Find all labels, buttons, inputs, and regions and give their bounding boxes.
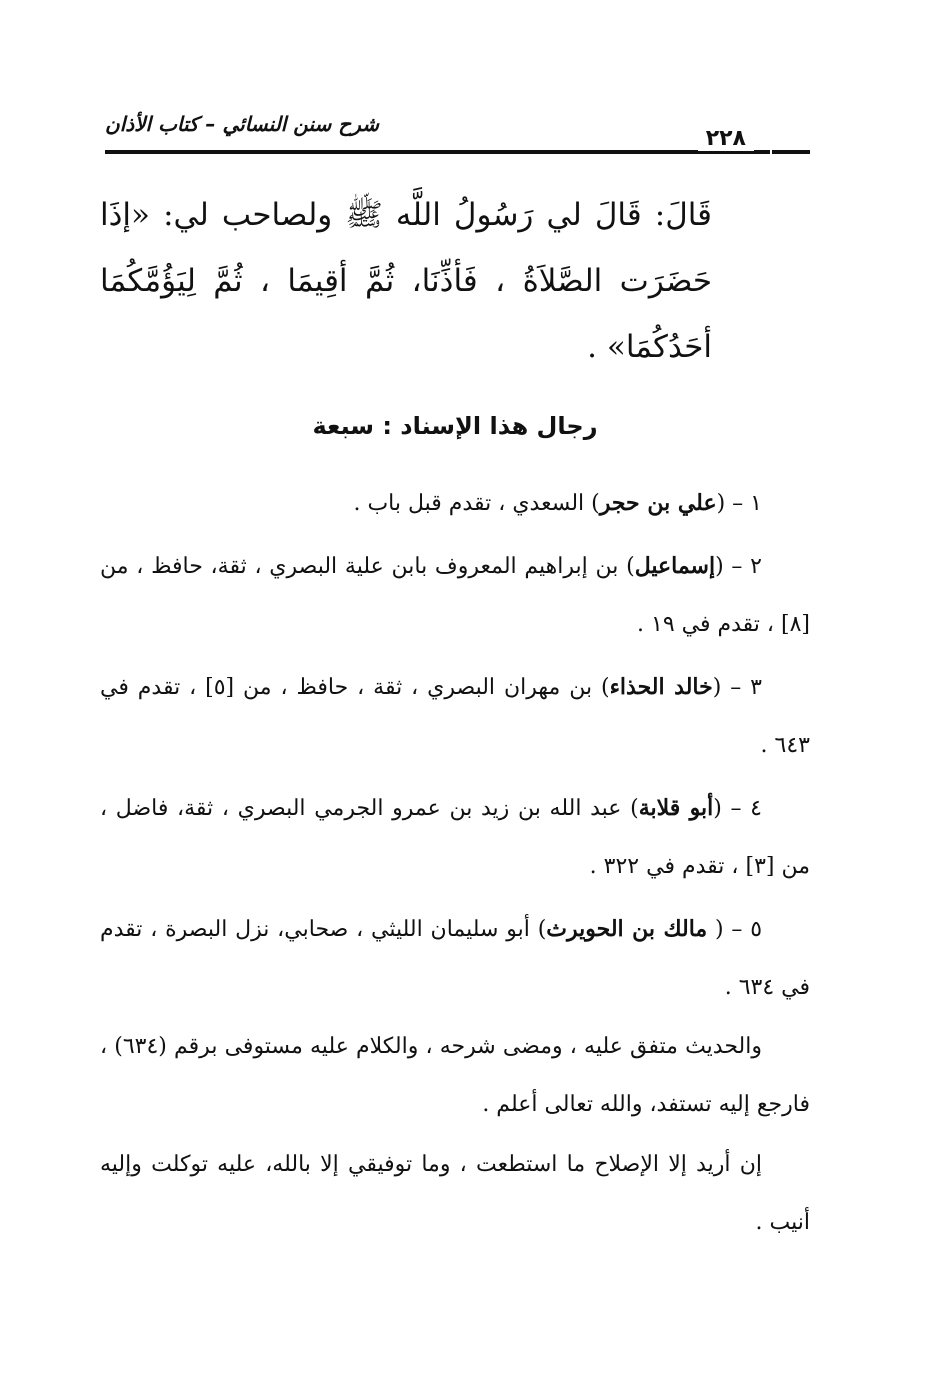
narrator-name: إسماعيل: [634, 553, 716, 579]
book-title: شرح سنن النسائي – كتاب الأذان: [105, 112, 379, 136]
page-number: ٢٢٨: [698, 126, 754, 151]
narrator-list: [100, 474, 810, 1017]
narrator-name: مالك بن الحويرث: [546, 916, 708, 942]
closing-paragraph: إن أريد إلا الإصلاح ما استطعت ، وما توفيقي إلا بالله، عليه توكلت وإليه أنيب .: [100, 1152, 810, 1235]
commentary-paragraph: والحديث متفق عليه ، ومضى شرحه ، والكلام عليه مستوفى برقم (٦٣٤) ، فارجع إليه تستفد، والله تعالى أعلم .: [100, 1034, 810, 1117]
hadith-text: قَالَ: قَالَ لي رَسُولُ اللَّه ﷺ ولصاحب لي: «إذَا حَضَرَت الصَّلاَةُ ، فَأذِّنَا، ثُمَّ أقِيمَا ، ثُمَّ لِيَؤُمَّكُمَا أحَدُكُمَا» .: [100, 197, 712, 365]
narrator-entry: [100, 474, 810, 533]
header-rule-tick: [770, 149, 810, 155]
narrator-details: ) عبد الله بن زيد بن عمرو الجرمي البصري ، ثقة، فاضل ، من [٣] ، تقدم في ٣٢٢ .: [100, 796, 810, 879]
narrator-name: أبو قلابة: [638, 795, 714, 821]
narrator-details: ) أبو سليمان الليثي ، صحابي، نزل البصرة ، تقدم في ٦٣٤ .: [100, 917, 810, 1000]
narrator-details: ) بن مهران البصري ، ثقة ، حافظ ، من [٥] ، تقدم في ٦٤٣ .: [100, 675, 810, 758]
hadith-text-block: [100, 182, 712, 380]
running-header: [105, 108, 810, 156]
narrator-name: علي بن حجر: [599, 490, 717, 516]
narrator-entry: [100, 779, 810, 896]
narrator-entry: [100, 658, 810, 775]
narrator-number: ٥ – (: [707, 917, 763, 942]
narrator-name: خالد الحذاء: [609, 674, 713, 700]
narrator-details: ) السعدي ، تقدم قبل باب .: [353, 491, 600, 516]
narrator-number: ١ – (: [716, 491, 762, 516]
narrator-entry: [100, 900, 810, 1017]
narrator-number: ٢ – (: [715, 554, 762, 579]
narrator-number: ٣ – (: [712, 675, 762, 700]
narrator-details: ) بن إبراهيم المعروف بابن علية البصري ، ثقة، حافظ ، من [٨] ، تقدم في ١٩ .: [100, 554, 810, 637]
narrator-number: ٤ – (: [713, 796, 762, 821]
section-heading: رجال هذا الإسناد : سبعة: [312, 412, 598, 440]
narrator-entry: [100, 537, 810, 654]
